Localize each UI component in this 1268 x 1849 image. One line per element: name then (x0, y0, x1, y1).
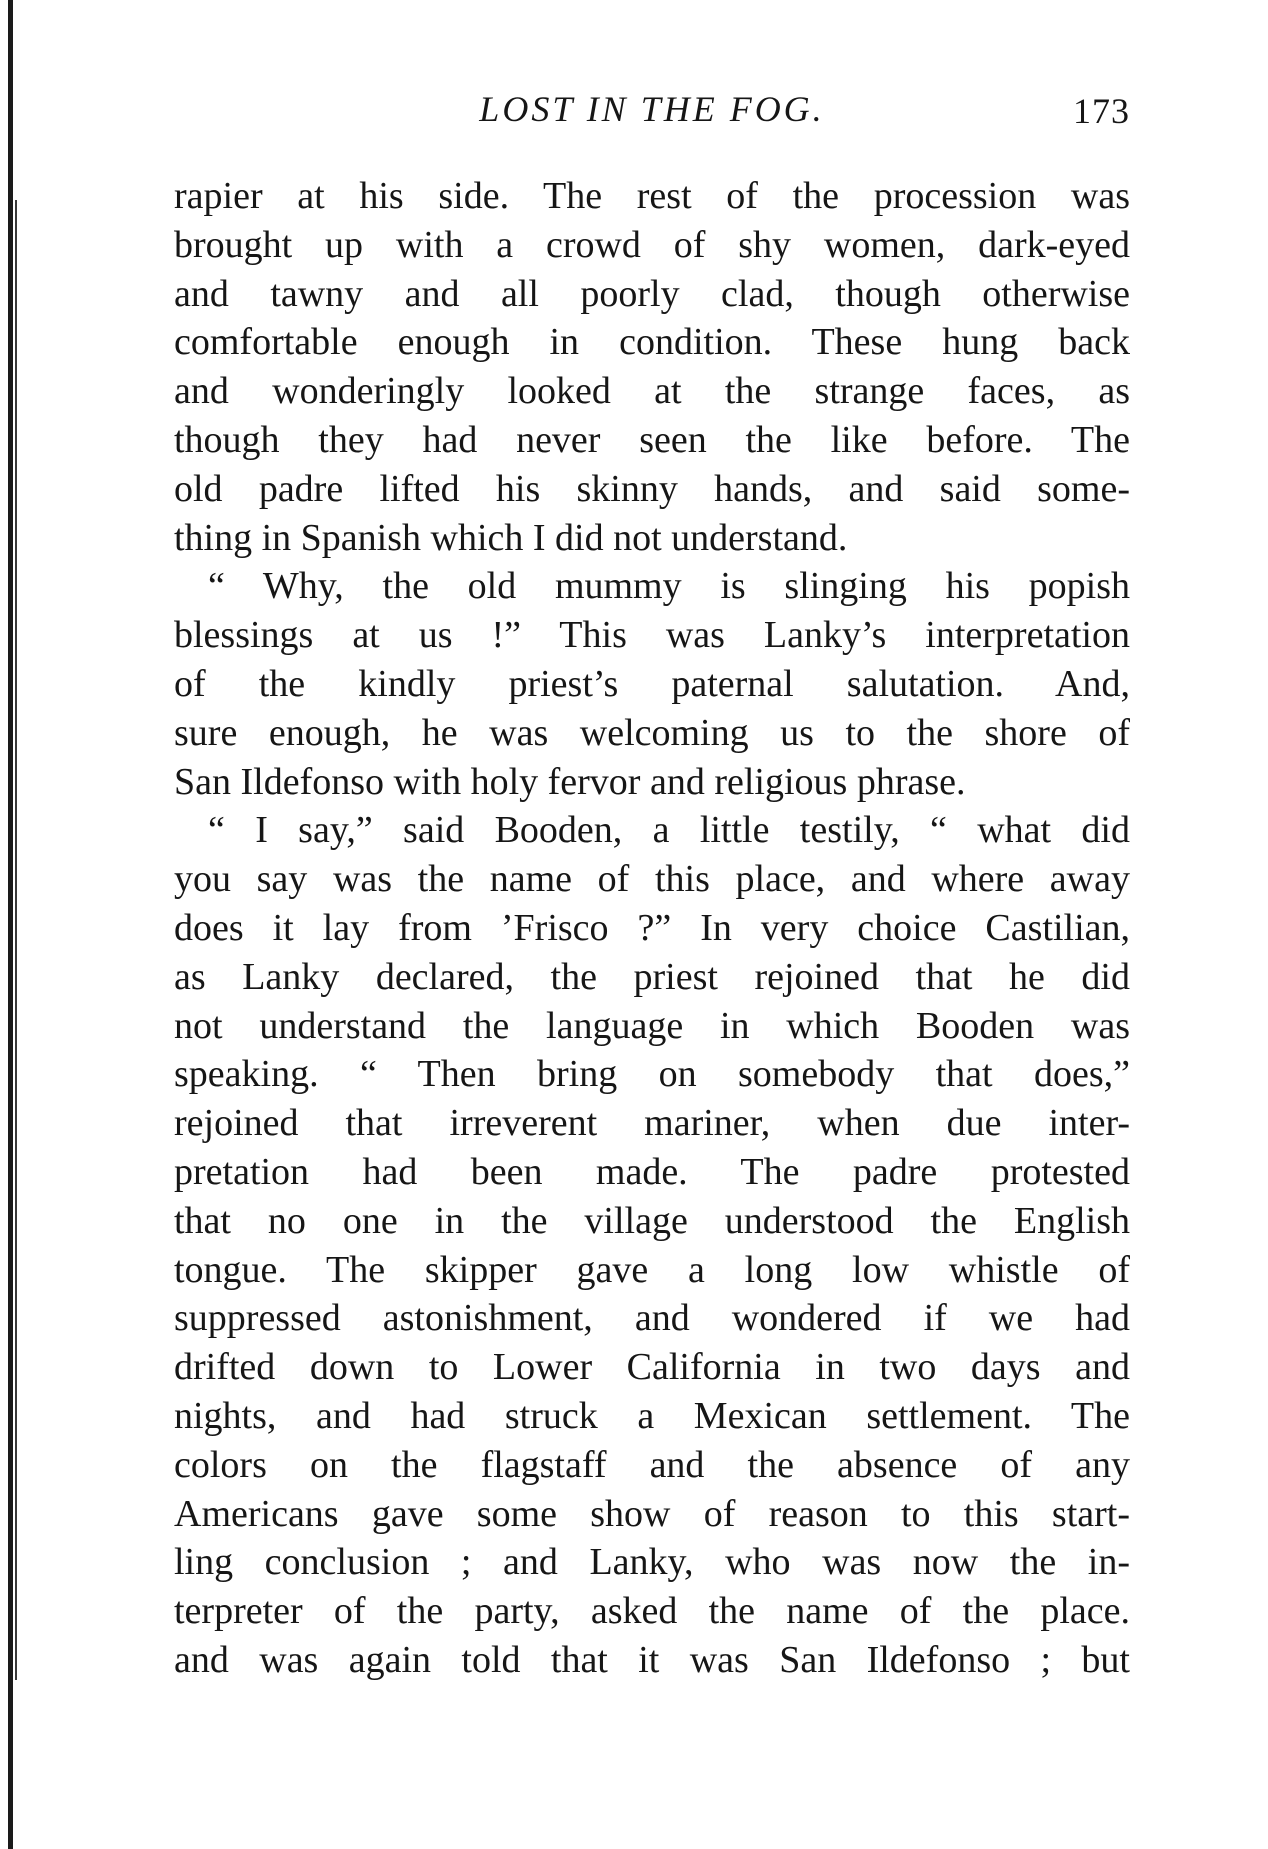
scan-page-edge (8, 0, 13, 1849)
text-line: blessings at us !” This was Lanky’s interpretation (174, 614, 1130, 657)
scan-gutter-shadow (15, 200, 17, 1680)
text-line: nights, and had struck a Mexican settlement. The (174, 1394, 1130, 1437)
text-line: speaking. “ Then bring on somebody that does,” (174, 1053, 1130, 1096)
text-line: suppressed astonishment, and wondered if we had (174, 1297, 1130, 1340)
text-line: you say was the name of this place, and where away (174, 858, 1130, 901)
text-line: that no one in the village understood the English (174, 1199, 1130, 1242)
text-line: drifted down to Lower California in two days and (174, 1346, 1130, 1389)
text-line: terpreter of the party, asked the name of the place. (174, 1590, 1130, 1633)
text-line: and wonderingly looked at the strange faces, as (174, 370, 1130, 413)
text-line: Americans gave some show of reason to this start- (174, 1492, 1130, 1535)
text-line: of the kindly priest’s paternal salutation. And, (174, 662, 1130, 705)
text-line: colors on the flagstaff and the absence of any (174, 1443, 1130, 1486)
text-line: and tawny and all poorly clad, though otherwise (174, 272, 1130, 315)
text-line: does it lay from ’Frisco ?” In very choice Castilian, (174, 906, 1130, 949)
text-line: thing in Spanish which I did not understand. (174, 516, 848, 559)
page-header (174, 88, 1130, 136)
text-line: pretation had been made. The padre protested (174, 1150, 1130, 1193)
page-number: 173 (1073, 91, 1130, 131)
running-head: LOST IN THE FOG. (479, 89, 825, 129)
text-line: brought up with a crowd of shy women, dark-eyed (174, 223, 1130, 266)
text-line: tongue. The skipper gave a long low whistle of (174, 1248, 1130, 1291)
text-line: and was again told that it was San Ildefonso ; but (174, 1638, 1130, 1681)
text-line: ling conclusion ; and Lanky, who was now the in- (174, 1541, 1130, 1584)
text-line: sure enough, he was welcoming us to the shore of (174, 711, 1130, 754)
text-line: rapier at his side. The rest of the procession was (174, 175, 1130, 217)
text-line: old padre lifted his skinny hands, and said some- (174, 467, 1130, 510)
text-line: though they had never seen the like before. The (174, 418, 1130, 461)
paragraph-first-line: “ Why, the old mummy is slinging his popish (208, 565, 1130, 608)
text-line: rejoined that irreverent mariner, when due inter- (174, 1102, 1130, 1145)
text-line: as Lanky declared, the priest rejoined that he did (174, 955, 1130, 998)
text-line: comfortable enough in condition. These hung back (174, 321, 1130, 364)
text-line: not understand the language in which Booden was (174, 1004, 1130, 1047)
text-line: San Ildefonso with holy fervor and religious phrase. (174, 760, 966, 803)
paragraph-first-line: “ I say,” said Booden, a little testily, “ what did (208, 809, 1130, 852)
body-text (174, 172, 1130, 1732)
